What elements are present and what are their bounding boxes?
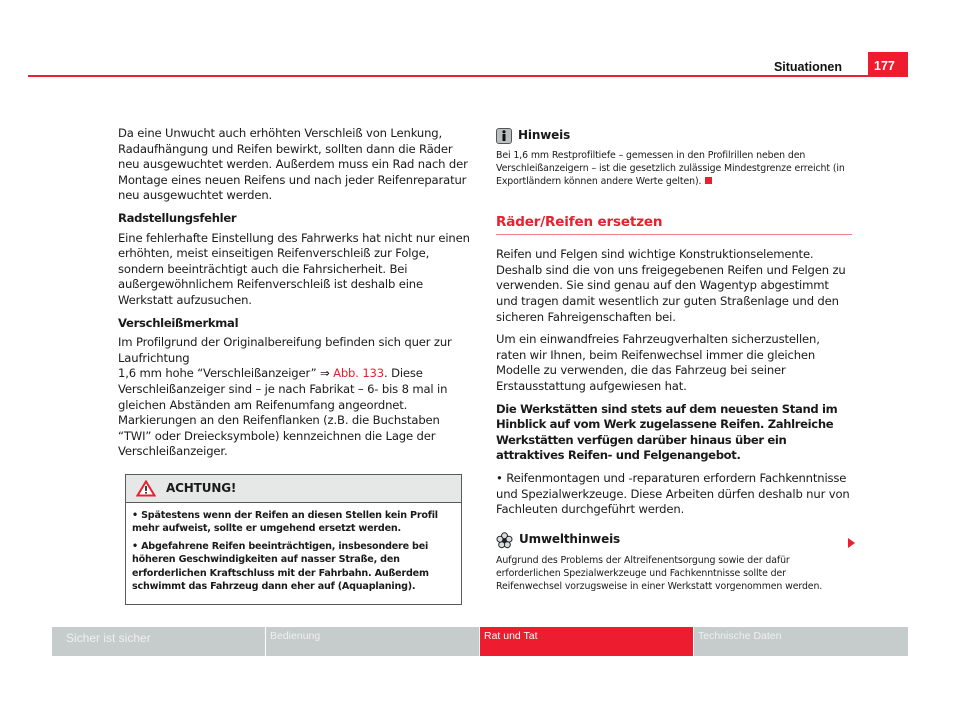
footer-tab-sicher-ist-sicher[interactable]: Sicher ist sicher [52,627,265,656]
warning-triangle-icon [136,480,156,497]
footer-tab-bedienung[interactable]: Bedienung [266,627,479,656]
next-page-arrow-icon[interactable] [848,538,855,548]
left-column [118,126,470,605]
bold-paragraph: Die Werkstätten sind stets auf dem neuesten Stand im Hinblick auf vom Werk zugelassene Reifen. Zahlreiche Werkstätten verfügen darüber hinaus über ein attraktives Reifen- und Felgenangebot. [496,401,838,463]
end-marker-icon [705,177,712,184]
section-title: Räder/Reifen ersetzen [496,215,852,236]
header-rule [28,75,906,77]
umwelt-note [496,532,852,594]
warning-body [126,503,461,604]
warning-item: • Spätestens wenn der Reifen an diesen Stellen kein Profil mehr aufweist, sollte er umgehend ersetzt werden. [132,509,438,535]
footer-nav [52,627,909,656]
right-column [496,128,852,593]
intro-paragraph: Da eine Unwucht auch erhöhten Verschleiß von Lenkung, Radaufhängung und Reifen bewirkt, sollten dann die Räder neu ausgewuchtet werden. Außerdem muss ein Rad nach der Montage eines neuen Reifens und nach jeder Reifenreparatur neu ausgewuchtet werden. [118,126,468,203]
hinweis-body [496,149,852,189]
umwelt-title: Umwelthinweis [519,532,621,547]
hinweis-text: Bei 1,6 mm Restprofiltiefe – gemessen in den Profilrillen neben den Verschleißanzeigern – ist die gesetzlich zulässige Mindestgrenze erreicht (in Exportländern können andere Werte gelten). [496,150,845,188]
umwelt-text: Aufgrund des Problems der Altreifenentsorgung sowie der dafür erforderlichen Spezialwerkzeuge und Fachkenntnisse sollte der Reifenwechsel vorzugsweise in einer Werkstatt vorgenommen werden. [496,554,823,593]
umwelt-header [496,532,852,549]
info-icon [496,128,512,144]
verschleiss-text-c: . Diese Verschleißanzeiger sind – je nach Fabrikat – 6- bis 8 mal in gleichen Abständen am Reifenumfang angeordnet. Markierungen an den Reifenflanken (z.B. die Buchstaben “TWI” oder Dreiecksymbole) kennzeichnen die Lage der Verschleißanzeiger. [118,366,448,459]
radstellung-paragraph: Eine fehlerhafte Einstellung des Fahrwerks hat nicht nur einen erhöhten, meist einseitigen Reifenverschleiß zur Folge, sondern beeinträchtigt auch die Fahrsicherheit. Bei außergewöhnlichem Reifenverschleiß ist deshalb eine Werkstatt aufzusuchen. [118,230,470,307]
flower-icon [496,532,513,549]
warning-item: • Abgefahrene Reifen beeinträchtigen, insbesondere bei höheren Geschwindigkeiten auf nasser Straße, den erforderlichen Kraftschluss mit der Fahrbahn. Außerdem schwimmt das Fahrzeug dann eher auf (Aquaplaning). [132,541,429,592]
page-number: 177 [868,52,908,77]
warning-box [125,474,462,605]
radstellung-heading: Radstellungsfehler [118,210,237,225]
paragraph: Um ein einwandfreies Fahrzeugverhalten sicherzustellen, raten wir Ihnen, beim Reifenwechsel immer die gleichen Modelle zu verwenden, die das Fahrzeug bei seiner Erstausstattung aufgewiesen hat. [496,332,820,393]
verschleiss-text-b: 1,6 mm hohe “Verschleißanzeiger” ⇒ [118,366,334,381]
bullet-paragraph: • Reifenmontagen und -reparaturen erfordern Fachkenntnisse und Spezialwerkzeuge. Diese Arbeiten dürfen deshalb nur von Fachleuten durchgeführt werden. [496,470,850,517]
verschleiss-text-a: Im Profilgrund der Originalbereifung befinden sich quer zur Laufrichtung [118,335,452,365]
hinweis-header [496,128,852,144]
footer-tab-technische-daten[interactable]: Technische Daten [694,627,908,656]
warning-title: ACHTUNG! [166,480,237,495]
figure-link[interactable]: Abb. 133 [333,366,385,381]
hinweis-title: Hinweis [518,128,571,143]
footer-tab-rat-und-tat[interactable]: Rat und Tat [480,627,693,656]
verschleiss-paragraph [118,335,470,460]
warning-header [126,475,461,503]
verschleiss-heading: Verschleißmerkmal [118,315,239,330]
chapter-title: Situationen [773,60,842,74]
paragraph: Reifen und Felgen sind wichtige Konstruktionselemente. Deshalb sind die von uns freigegebenen Reifen und Felgen zu verwenden. Sie sind genau auf den Wagentyp abgestimmt und tragen damit wesentlich zur guten Straßenlage und den sicheren Fahreigenschaften bei. [496,247,846,324]
